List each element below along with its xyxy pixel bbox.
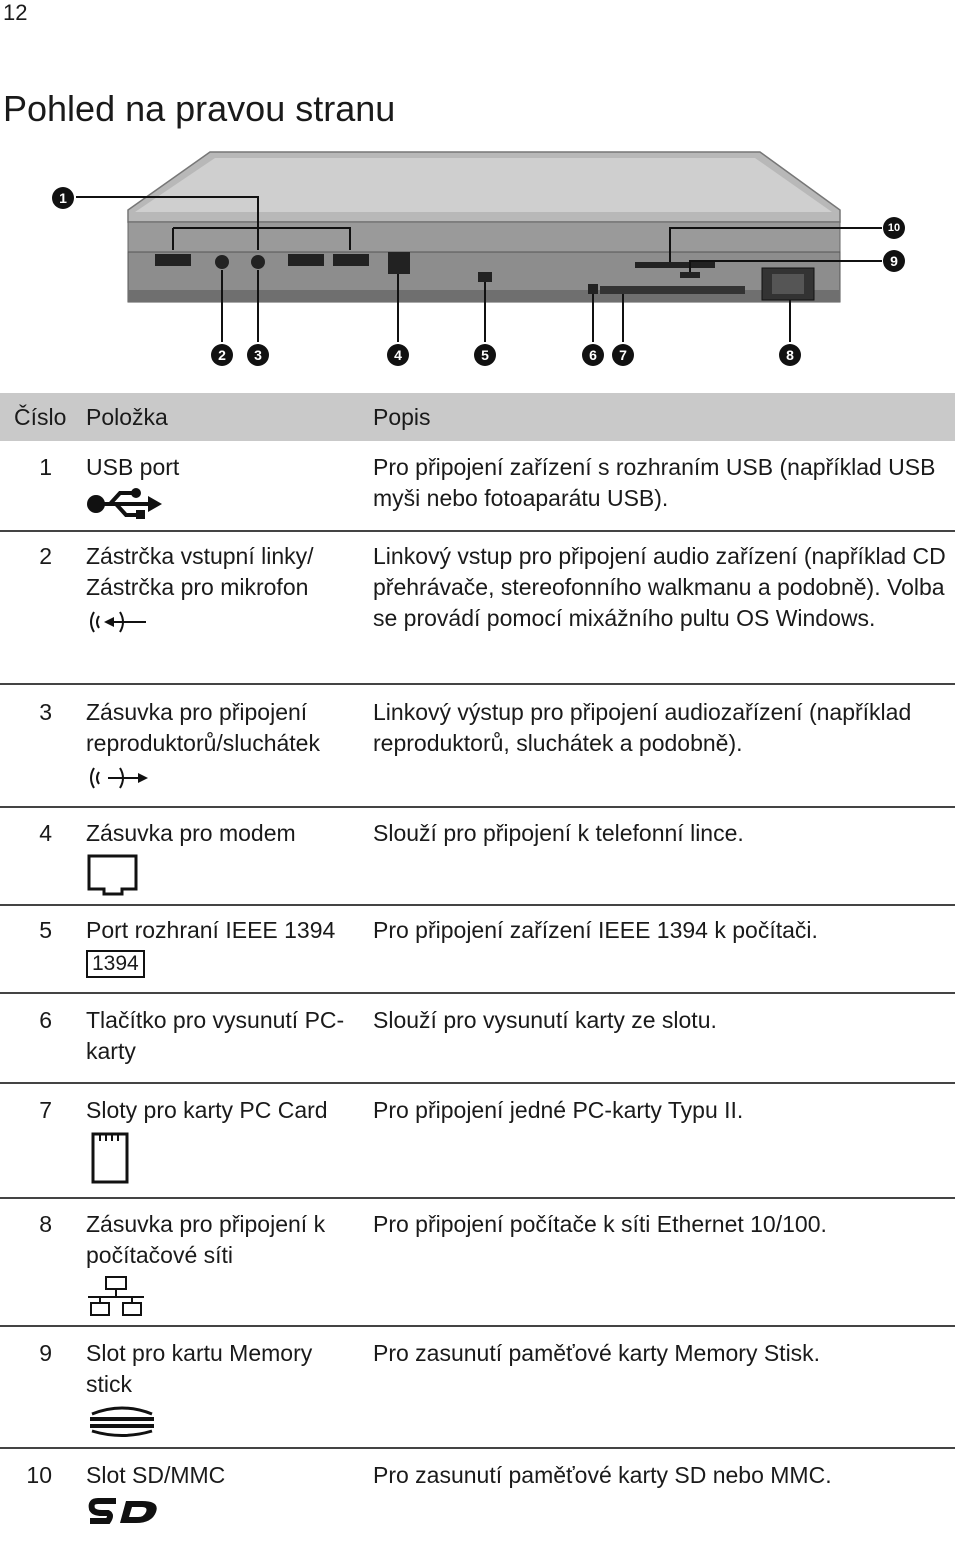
figure-marker-6: 6: [582, 344, 604, 366]
row-number: 4: [39, 820, 52, 846]
row-description: Pro zasunutí paměťové karty SD nebo MMC.: [373, 1462, 832, 1488]
row-item-label: USB port: [86, 454, 180, 480]
row-description: Linkový vstup pro připojení audio zařízení (například CD přehrávače, stereofonního walkmanu a podobně). Volba se provádí pomocí mixážního pultu OS Windows.: [373, 543, 946, 631]
row-description: Slouží pro připojení k telefonní lince.: [373, 820, 744, 846]
line-out-jack: [251, 255, 265, 269]
pc-card-slot: [600, 286, 745, 294]
usb-port-1: [155, 254, 191, 266]
row-item-label: Zásuvka pro připojení reproduktorů/sluchátek: [86, 699, 320, 756]
row-number: 1: [39, 454, 52, 480]
pc-card-icon: [86, 1130, 134, 1186]
row-description: Pro připojení zařízení s rozhraním USB (například USB myši nebo fotoaparátu USB).: [373, 454, 936, 511]
figure-marker-5: 5: [474, 344, 496, 366]
row-item-label: Sloty pro karty PC Card: [86, 1097, 328, 1123]
figure-marker-2: 2: [211, 344, 233, 366]
figure-marker-8: 8: [779, 344, 801, 366]
figure-marker-1: 1: [52, 187, 74, 209]
row-separator: [0, 904, 955, 906]
row-item-label: Zásuvka pro modem: [86, 820, 296, 846]
row-separator: [0, 992, 955, 994]
figure-marker-9: 9: [883, 250, 905, 272]
sd-icon: [86, 1495, 166, 1529]
ieee1394-port: [478, 272, 492, 282]
line-out-icon: [86, 763, 150, 793]
network-icon: [86, 1275, 150, 1319]
figure-marker-3: 3: [247, 344, 269, 366]
ieee1394-icon: 1394: [86, 950, 145, 978]
laptop-illustration: [0, 150, 960, 375]
line-in-icon: [86, 607, 150, 637]
row-number: 5: [39, 917, 52, 943]
row-number: 7: [39, 1097, 52, 1123]
header-item: Položka: [86, 404, 168, 430]
row-item: [86, 1095, 364, 1186]
row-number: 6: [39, 1007, 52, 1033]
row-separator: [0, 1197, 955, 1199]
modem-icon: [86, 853, 142, 897]
row-item-label: Port rozhraní IEEE 1394: [86, 917, 336, 943]
pc-card-eject-button: [588, 284, 598, 294]
row-item-label: Slot SD/MMC: [86, 1462, 226, 1488]
row-item: [86, 697, 364, 793]
row-number: 8: [39, 1211, 52, 1237]
row-description: Pro zasunutí paměťové karty Memory Stisk.: [373, 1340, 821, 1366]
usb-icon: [86, 487, 166, 521]
figure-marker-4: 4: [387, 344, 409, 366]
line-in-jack: [215, 255, 229, 269]
row-separator: [0, 1447, 955, 1449]
row-number: 9: [39, 1340, 52, 1366]
row-item: [86, 1005, 364, 1067]
row-number: 3: [39, 699, 52, 725]
modem-jack: [388, 252, 410, 274]
row-item: [86, 541, 364, 637]
row-item-label: Zástrčka vstupní linky/ Zástrčka pro mikrofon: [86, 543, 314, 600]
row-item: [86, 1460, 364, 1529]
row-separator: [0, 806, 955, 808]
usb-port-2: [288, 254, 324, 266]
row-description: Linkový výstup pro připojení audiozařízení (například reproduktorů, sluchátek a podobně).: [373, 699, 912, 756]
memory-stick-slot: [680, 272, 700, 278]
row-separator: [0, 1325, 955, 1327]
row-item: [86, 452, 364, 521]
sd-slot: [635, 262, 715, 268]
row-description: Pro připojení zařízení IEEE 1394 k počítači.: [373, 917, 818, 943]
row-separator: [0, 1082, 955, 1084]
row-description: Pro připojení jedné PC-karty Typu II.: [373, 1097, 744, 1123]
figure-marker-10: 10: [883, 217, 905, 239]
header-description: Popis: [373, 404, 431, 430]
row-description: Pro připojení počítače k síti Ethernet 10/100.: [373, 1211, 827, 1237]
row-item: [86, 915, 364, 978]
memory-stick-icon: [86, 1404, 158, 1438]
row-description: Slouží pro vysunutí karty ze slotu.: [373, 1007, 717, 1033]
row-item-label: Slot pro kartu Memory stick: [86, 1340, 313, 1397]
row-item-label: Zásuvka pro připojení k počítačové síti: [86, 1211, 326, 1268]
row-number: 2: [39, 543, 52, 569]
row-item-label: Tlačítko pro vysunutí PC-karty: [86, 1007, 345, 1064]
row-number: 10: [26, 1462, 52, 1488]
header-number: Číslo: [14, 404, 67, 430]
laptop-side-figure: [0, 150, 960, 375]
row-separator: [0, 530, 955, 532]
table-header: [0, 393, 955, 441]
row-item: [86, 1338, 364, 1438]
figure-marker-7: 7: [612, 344, 634, 366]
row-item: [86, 818, 364, 897]
page-number: 12: [3, 0, 28, 25]
row-item: [86, 1209, 364, 1319]
page-title: Pohled na pravou stranu: [3, 88, 396, 129]
row-separator: [0, 683, 955, 685]
usb-port-3: [333, 254, 369, 266]
